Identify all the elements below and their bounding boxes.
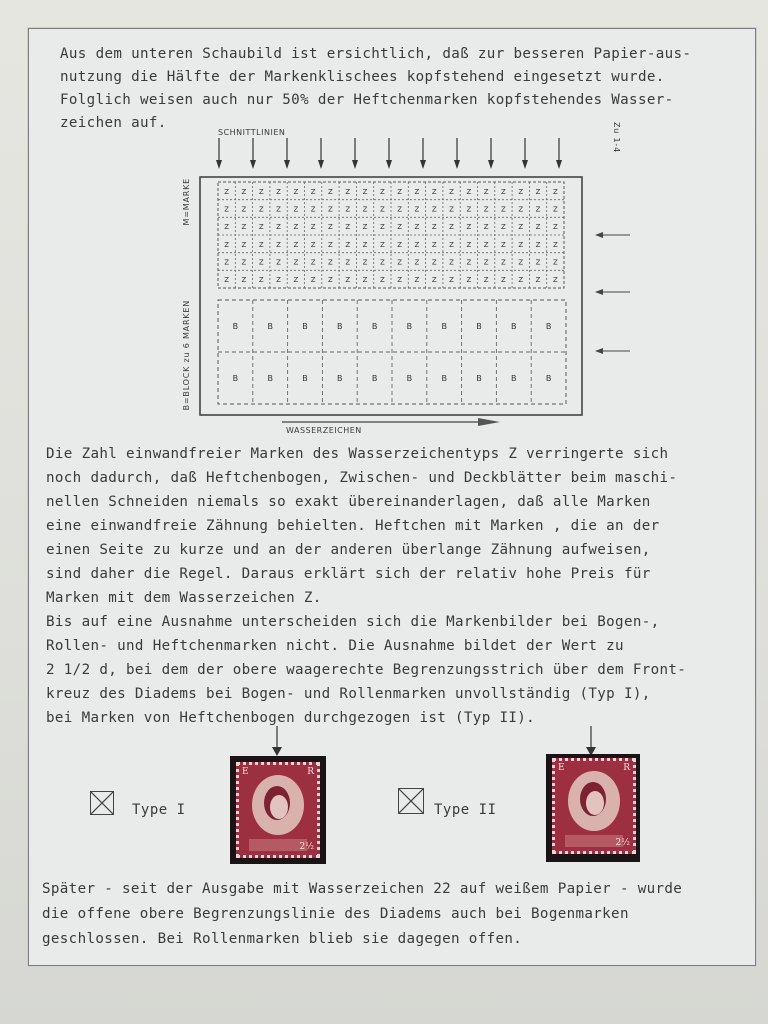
marke-cell-glyph: Z (483, 240, 489, 249)
marke-cell-glyph: Z (310, 276, 316, 285)
marke-cell-glyph: Z (293, 187, 299, 196)
marke-cell-glyph: Z (414, 240, 420, 249)
body-line: Bis auf eine Ausnahme unterscheiden sich die Markenbilder bei Bogen-, (46, 614, 660, 630)
marke-cell-glyph: Z (397, 276, 403, 285)
block-legend-label: B=BLOCK zu 6 MARKEN (182, 300, 191, 411)
marke-cell-glyph: Z (258, 187, 264, 196)
type1-stamp-corner-left: E (242, 767, 249, 777)
marke-cell-glyph: Z (431, 276, 437, 285)
marke-cell-glyph: Z (552, 187, 558, 196)
side-arrows (595, 232, 630, 354)
type2-stamp-corner-right: R (623, 763, 630, 773)
block-cell-glyph: B (476, 374, 482, 383)
marke-cell-glyph: Z (293, 223, 299, 232)
schnittlinien-label: SCHNITTLINIEN (218, 128, 286, 137)
marke-cell-glyph: Z (501, 258, 506, 267)
type1-checkbox (90, 791, 114, 815)
marke-cell-glyph: Z (449, 258, 454, 267)
wasserzeichen-label: WASSERZEICHEN (286, 426, 362, 435)
marke-cell-glyph: Z (293, 258, 299, 267)
marke-cell-glyph: Z (362, 258, 368, 267)
marke-cell-glyph: Z (241, 240, 247, 249)
final-line: geschlossen. Bei Rollenmarken blieb sie dagegen offen. (42, 931, 523, 947)
marke-cell-glyph: Z (276, 223, 281, 232)
marke-cell-glyph: Z (345, 187, 351, 196)
cut-line-arrowhead (250, 160, 256, 169)
marke-cell-glyph: Z (466, 223, 472, 232)
marke-cell-glyph: Z (501, 205, 506, 214)
side-arrowhead (595, 289, 603, 295)
marke-cell-glyph: Z (414, 187, 420, 196)
marke-cell-glyph: Z (241, 223, 247, 232)
marke-cell-glyph: Z (241, 258, 247, 267)
cut-line-arrowhead (522, 160, 528, 169)
marke-cell-glyph: Z (449, 205, 454, 214)
marke-cell-glyph: Z (258, 276, 264, 285)
marke-cell-glyph: Z (466, 276, 472, 285)
intro-line: Folglich weisen auch nur 50% der Heftchenmarken kopfstehendes Wasser- (60, 92, 674, 108)
marke-cell-glyph: Z (310, 258, 316, 267)
marke-cell-glyph: Z (345, 276, 351, 285)
marke-cell-glyph: Z (362, 240, 368, 249)
marke-cell-glyph: Z (518, 187, 524, 196)
body-line: eine einwandfreie Zähnung behielten. Heftchen mit Marken , die an der (46, 518, 660, 534)
body-line: nellen Schneiden niemals so exakt übereinanderlagen, daß alle Marken (46, 494, 651, 510)
block-cell-glyph: B (476, 322, 482, 331)
marke-cell-glyph: Z (379, 223, 385, 232)
type1-stamp-value: 2½ (299, 842, 314, 852)
cut-line-arrowhead (318, 160, 324, 169)
type2-checkbox (398, 788, 424, 814)
marke-cell-glyph: Z (518, 258, 524, 267)
marke-cell-glyph: Z (379, 240, 385, 249)
diagram-drawing (0, 0, 768, 460)
marke-cell-glyph: Z (328, 258, 333, 267)
block-cell-glyph: B (337, 322, 343, 331)
marke-cell-glyph: Z (345, 258, 351, 267)
cut-line-arrowhead (420, 160, 426, 169)
cut-line-arrowhead (284, 160, 290, 169)
body-line: 2 1/2 d, bei dem der obere waagerechte Begrenzungsstrich über dem Front- (46, 662, 687, 678)
watermark-direction-arrowhead (478, 418, 500, 426)
block-cell-glyph: B (337, 374, 343, 383)
marke-cell-glyph: Z (501, 240, 506, 249)
marke-cell-glyph: Z (535, 258, 541, 267)
marke-legend-label: M=MARKE (182, 178, 191, 226)
marke-cell-glyph: Z (293, 276, 299, 285)
marke-cell-glyph: Z (345, 205, 351, 214)
marke-cell-glyph: Z (224, 205, 230, 214)
marke-cell-glyph: Z (414, 223, 420, 232)
marke-cell-glyph: Z (379, 276, 385, 285)
marke-cell-glyph: Z (552, 258, 558, 267)
marke-cell-glyph: Z (466, 187, 472, 196)
marke-cell-glyph: Z (449, 240, 454, 249)
marke-cell-glyph: Z (224, 223, 230, 232)
marke-cell-glyph: Z (276, 205, 281, 214)
marke-cell-glyph: Z (535, 276, 541, 285)
type2-label: Type II (434, 802, 497, 818)
marke-cell-glyph: Z (276, 187, 281, 196)
marke-cell-glyph: Z (310, 223, 316, 232)
type2-stamp (552, 758, 636, 854)
marke-cell-glyph: Z (293, 240, 299, 249)
block-cell-glyph: B (302, 374, 308, 383)
marke-cell-glyph: Z (535, 240, 541, 249)
cut-line-arrowhead (216, 160, 222, 169)
marke-cell-glyph: Z (518, 240, 524, 249)
block-cell-glyph: B (441, 322, 447, 331)
marke-cell-glyph: Z (258, 205, 264, 214)
marke-cell-glyph: Z (431, 223, 437, 232)
body-line: Die Zahl einwandfreier Marken des Wasserzeichentyps Z verringerte sich (46, 446, 669, 462)
marke-cell-glyph: Z (276, 240, 281, 249)
block-cell-glyph: B (441, 374, 447, 383)
final-line: Später - seit der Ausgabe mit Wasserzeichen 22 auf weißem Papier - wurde (42, 881, 683, 897)
cut-line-arrows (216, 138, 562, 169)
block-cell-glyph: B (511, 374, 517, 383)
marke-cell-glyph: Z (224, 258, 230, 267)
marke-cell-glyph: Z (483, 276, 489, 285)
marke-cell-glyph: Z (449, 276, 454, 285)
marke-cell-glyph: Z (379, 205, 385, 214)
block-cell-glyph: B (232, 322, 239, 331)
cut-line-arrowhead (386, 160, 392, 169)
body-line: Rollen- und Heftchenmarken nicht. Die Ausnahme bildet der Wert zu (46, 638, 624, 654)
marke-cell-glyph: Z (466, 240, 472, 249)
block-cell-glyph: B (371, 374, 378, 383)
marke-cell-glyph: Z (552, 276, 558, 285)
intro-line: Aus dem unteren Schaubild ist ersichtlich, daß zur besseren Papier-aus- (60, 46, 692, 62)
marke-cell-glyph: Z (483, 223, 489, 232)
type1-pointer-arrow (268, 726, 286, 758)
marke-cell-glyph: Z (501, 223, 506, 232)
marke-cell-glyph: Z (397, 205, 403, 214)
type1-stamp-corner-right: R (307, 767, 314, 777)
marke-cell-glyph: Z (276, 258, 281, 267)
marke-cell-glyph: Z (466, 205, 472, 214)
marke-cell-glyph: Z (241, 187, 247, 196)
marke-cell-glyph: Z (483, 258, 489, 267)
marke-cell-glyph: Z (552, 205, 558, 214)
marke-cell-glyph: Z (535, 205, 541, 214)
marke-cell-glyph: Z (518, 276, 524, 285)
body-line: noch dadurch, daß Heftchenbogen, Zwischen- und Deckblätter beim maschi- (46, 470, 678, 486)
marke-cell-glyph: Z (224, 240, 230, 249)
side-arrowhead (595, 232, 603, 238)
sheet-outline (200, 177, 582, 415)
marke-cell-glyph: Z (518, 205, 524, 214)
marke-cell-glyph: Z (362, 205, 368, 214)
marke-cell-glyph: Z (328, 223, 333, 232)
marke-cell-glyph: Z (328, 276, 333, 285)
marke-cell-glyph: Z (258, 223, 264, 232)
marke-cell-glyph: Z (345, 223, 351, 232)
final-line: die offene obere Begrenzungslinie des Diadems auch bei Bogenmarken (42, 906, 629, 922)
marke-cell-glyph: Z (501, 187, 506, 196)
block-grid (218, 300, 566, 404)
marke-cell-glyph: Z (414, 276, 420, 285)
type2-stamp-value: 2½ (615, 838, 630, 848)
marke-cell-glyph: Z (310, 187, 316, 196)
marke-cell-glyph: Z (431, 187, 437, 196)
marke-cell-glyph: Z (379, 258, 385, 267)
marke-cell-glyph: Z (362, 187, 368, 196)
marke-cell-glyph: Z (224, 187, 230, 196)
marke-cell-glyph: Z (535, 223, 541, 232)
marke-grid (218, 182, 564, 288)
intro-line: zeichen auf. (60, 115, 167, 131)
marke-cell-glyph: Z (328, 205, 333, 214)
marke-cell-glyph: Z (379, 187, 385, 196)
marke-cell-glyph: Z (414, 258, 420, 267)
marke-cell-glyph: Z (276, 276, 281, 285)
zu-label: Zu 1-4 (612, 122, 621, 153)
block-cell-glyph: B (371, 322, 378, 331)
type2-stamp-corner-left: E (558, 763, 565, 773)
marke-cell-glyph: Z (431, 205, 437, 214)
marke-cell-glyph: Z (241, 276, 247, 285)
marke-cell-glyph: Z (535, 187, 541, 196)
marke-cell-glyph: Z (483, 205, 489, 214)
intro-line: nutzung die Hälfte der Markenklischees kopfstehend eingesetzt wurde. (60, 69, 665, 85)
marke-cell-glyph: Z (449, 187, 454, 196)
marke-cell-glyph: Z (310, 240, 316, 249)
marke-cell-glyph: Z (431, 258, 437, 267)
marke-cell-glyph: Z (310, 205, 316, 214)
body-line: Marken mit dem Wasserzeichen Z. (46, 590, 322, 606)
cut-line-arrowhead (352, 160, 358, 169)
block-cell-glyph: B (302, 322, 308, 331)
block-cell-glyph: B (545, 374, 552, 383)
block-cell-glyph: B (406, 374, 413, 383)
marke-cell-glyph: Z (397, 240, 403, 249)
marke-cell-glyph: Z (449, 223, 454, 232)
block-cell-glyph: B (267, 322, 273, 331)
marke-cell-glyph: Z (362, 223, 368, 232)
marke-cell-glyph: Z (224, 276, 230, 285)
side-arrowhead (595, 348, 603, 354)
marke-cell-glyph: Z (552, 240, 558, 249)
cut-line-arrowhead (488, 160, 494, 169)
type1-label: Type I (132, 802, 186, 818)
marke-cell-glyph: Z (293, 205, 299, 214)
marke-cell-glyph: Z (345, 240, 351, 249)
block-cell-glyph: B (545, 322, 552, 331)
marke-cell-glyph: Z (431, 240, 437, 249)
marke-cell-glyph: Z (328, 187, 333, 196)
marke-cell-glyph: Z (397, 223, 403, 232)
marke-cell-glyph: Z (552, 223, 558, 232)
block-cell-glyph: B (232, 374, 239, 383)
block-cell-glyph: B (267, 374, 273, 383)
type1-stamp (236, 762, 320, 858)
body-line: einen Seite zu kurze und an der anderen überlange Zähnung aufweisen, (46, 542, 651, 558)
type1-stamp-mount (230, 756, 326, 864)
marke-cell-glyph: Z (258, 240, 264, 249)
marke-cell-glyph: Z (414, 205, 420, 214)
body-line: kreuz des Diadems bei Bogen- und Rollenmarken unvollständig (Typ I), (46, 686, 651, 702)
marke-cell-glyph: Z (397, 258, 403, 267)
marke-cell-glyph: Z (518, 223, 524, 232)
block-cell-glyph: B (406, 322, 413, 331)
body-line: bei Marken von Heftchenbogen durchgezogen ist (Typ II). (46, 710, 536, 726)
marke-cell-glyph: Z (501, 276, 506, 285)
marke-cell-glyph: Z (397, 187, 403, 196)
type2-stamp-mount (546, 754, 640, 862)
marke-cell-glyph: Z (241, 205, 247, 214)
marke-cell-glyph: Z (466, 258, 472, 267)
marke-cell-glyph: Z (258, 258, 264, 267)
cut-line-arrowhead (556, 160, 562, 169)
marke-cell-glyph: Z (362, 276, 368, 285)
cut-line-arrowhead (454, 160, 460, 169)
marke-cell-glyph: Z (483, 187, 489, 196)
body-line: sind daher die Regel. Daraus erklärt sich der relativ hohe Preis für (46, 566, 651, 582)
marke-cell-glyph: Z (328, 240, 333, 249)
block-cell-glyph: B (511, 322, 517, 331)
